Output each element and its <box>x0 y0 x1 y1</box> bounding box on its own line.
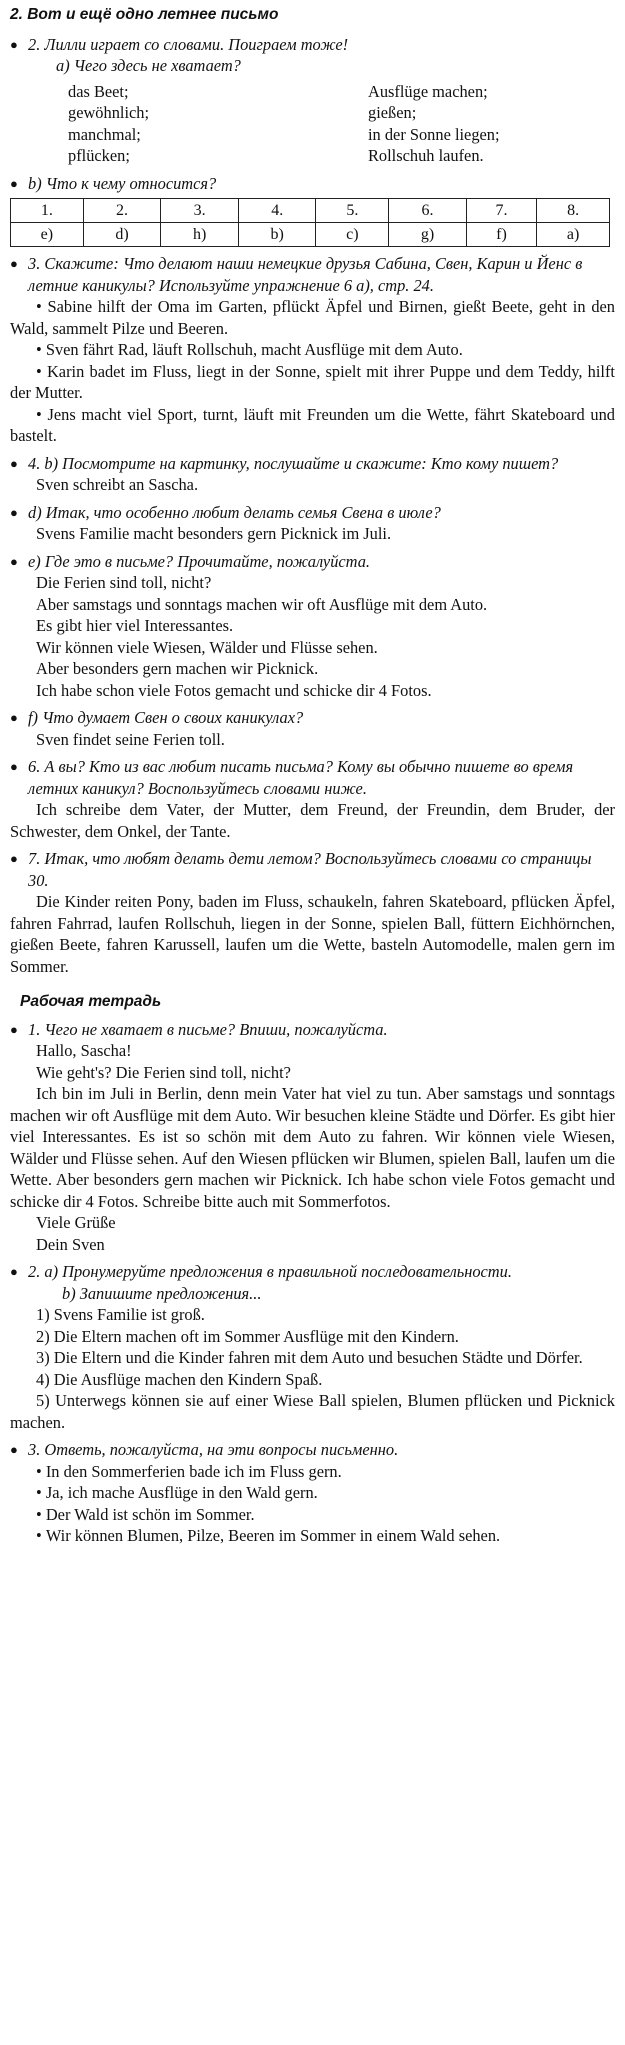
section-title: 2. Вот и ещё одно летнее письмо <box>10 6 279 23</box>
task-2-heading: ● 2. Лилли играет со словами. Поиграем тоже! <box>10 34 615 56</box>
list-item: • Wir können Blumen, Pilze, Beeren im Sommer in einem Wald sehen. <box>10 1525 615 1547</box>
workbook-task-1-heading: ● 1. Чего не хватает в письме? Впиши, пожалуйста. <box>10 1019 615 1041</box>
table-cell: b) <box>238 223 316 247</box>
answer-text: Die Kinder reiten Pony, baden im Fluss, schaukeln, fahren Skateboard, pflücken Äpfel, fahren Fahrrad, laufen Rollschuh, liegen in der Sonne, spielen Ball, füttern Eichhörnchen, gießen Beete, fahren Karussell, laufen um die Wette, basteln Automodelle, malen gern im Sommer. <box>10 892 615 976</box>
list-item: • Der Wald ist schön im Sommer. <box>10 1504 615 1526</box>
letter-body: Ich bin im Juli in Berlin, denn mein Vater hat viel zu tun. Aber samstags und sonntags machen wir oft Ausflüge mit dem Auto. Wir besuchen kleine Städte und Dörfer. Es gibt hier viel Interessantes. Es ist so schön mit dem Auto zu fahren. Wir können viele Wiesen, Wälder und Flüsse sehen. Auf den Wiesen pflücken wir Blumen, spielen Ball, laufen um die Wette. Aber besonders gern machen wir Picknick. Ich habe schon viele Fotos gemacht und schicke dir 4 Fotos. Schreibe bitte auch mit Sommerfotos. <box>10 1084 615 1211</box>
ordered-list <box>10 1304 615 1433</box>
word-left: gewöhnlich; <box>68 103 150 122</box>
table-cell: a) <box>537 223 610 247</box>
task-2a-heading: а) Чего здесь не хватает? <box>56 56 241 75</box>
task-4e-heading: ● e) Где это в письме? Прочитайте, пожалуйста. <box>10 551 615 573</box>
table-cell: 6. <box>389 199 467 223</box>
workbook-task-3-heading: ● 3. Ответь, пожалуйста, на эти вопросы письменно. <box>10 1439 615 1461</box>
table-cell: c) <box>316 223 389 247</box>
table-cell: g) <box>389 223 467 247</box>
task-2b-heading: ● b) Что к чему относится? <box>10 173 615 195</box>
word-right: in der Sonne liegen; <box>368 124 500 144</box>
word-left: das Beet; <box>68 81 129 101</box>
table-cell: 7. <box>466 199 536 223</box>
matching-table <box>10 198 610 247</box>
word-right: gießen; <box>368 103 417 122</box>
answer-text: Sven schreibt an Sascha. <box>36 475 199 494</box>
list-item: 2) Die Eltern machen oft im Sommer Ausflüge mit den Kindern. <box>36 1326 459 1346</box>
table-cell: 8. <box>537 199 610 223</box>
workbook-task-2b-heading: b) Запишите предложения... <box>62 1283 262 1303</box>
table-cell: 4. <box>238 199 316 223</box>
answer-text: Svens Familie macht besonders gern Picknick im Juli. <box>36 524 392 543</box>
answer-line: Es gibt hier viel Interessantes. <box>36 616 234 635</box>
list-item: 5) Unterwegs können sie auf einer Wiese Ball spielen, Blumen pflücken und Picknick machen. <box>10 1391 615 1432</box>
answer-line: Aber samstags und sonntags machen wir oft Ausflüge mit dem Auto. <box>36 594 488 614</box>
letter-closing: Viele Grüße <box>36 1213 116 1232</box>
list-item: 4) Die Ausflüge machen den Kindern Spaß. <box>36 1369 323 1389</box>
task-4f-heading: ● f) Что думает Свен о своих каникулах? <box>10 707 615 729</box>
word-left: manchmal; <box>68 124 141 144</box>
table-cell: 1. <box>11 199 84 223</box>
letter-line: Wie geht's? Die Ferien sind toll, nicht? <box>36 1062 291 1082</box>
table-cell: h) <box>161 223 239 247</box>
letter <box>10 1040 615 1255</box>
list-item: • Sven fährt Rad, läuft Rollschuh, macht Ausflüge mit dem Auto. <box>10 339 615 361</box>
answer-line: Aber besonders gern machen wir Picknick. <box>36 659 319 678</box>
task-3-heading: ● 3. Скажите: Что делают наши немецкие друзья Сабина, Свен, Карин и Йенс в летние каникулы? Используйте упражнение 6 а), стр. 24. <box>10 253 615 296</box>
list-item: 3) Die Eltern und die Kinder fahren mit dem Auto und besuchen Städte und Dörfer. <box>36 1348 583 1367</box>
list-item: • In den Sommerferien bade ich im Fluss gern. <box>10 1461 615 1483</box>
table-row-numbers <box>11 199 610 223</box>
word-right: Rollschuh laufen. <box>368 146 484 165</box>
table-cell: 2. <box>83 199 161 223</box>
list-item: • Jens macht viel Sport, turnt, läuft mit Freunden um die Wette, fährt Skateboard und bastelt. <box>10 404 615 447</box>
task-4b-heading: ● 4. b) Посмотрите на картинку, послушайте и скажите: Кто кому пишет? <box>10 453 615 475</box>
table-cell: e) <box>11 223 84 247</box>
letter-signature: Dein Sven <box>36 1234 105 1254</box>
table-cell: d) <box>83 223 161 247</box>
answer-text: Ich schreibe dem Vater, der Mutter, dem Freund, der Freundin, dem Bruder, der Schwester, dem Onkel, der Tante. <box>10 800 615 841</box>
letter-greeting: Hallo, Sascha! <box>36 1041 132 1060</box>
workbook-title: Рабочая тетрадь <box>20 993 162 1010</box>
answer-line: Die Ferien sind toll, nicht? <box>36 573 212 592</box>
list-item: • Sabine hilft der Oma im Garten, pflückt Äpfel und Birnen, gießt Beete, geht in den Wald, sammelt Pilze und Beeren. <box>10 296 615 339</box>
task-7-heading: ● 7. Итак, что любят делать дети летом? Воспользуйтесь словами со страницы 30. <box>10 848 615 891</box>
answer-line: Wir können viele Wiesen, Wälder und Flüsse sehen. <box>36 637 378 657</box>
workbook-task-2a-heading: ● 2. а) Пронумеруйте предложения в правильной последовательности. <box>10 1261 615 1283</box>
task-4d-heading: ● d) Итак, что особенно любит делать семья Свена в июле? <box>10 502 615 524</box>
table-cell: 3. <box>161 199 239 223</box>
list-item: 1) Svens Familie ist groß. <box>36 1305 205 1324</box>
list-item: • Ja, ich mache Ausflüge in den Wald gern. <box>10 1482 615 1504</box>
list-item: • Karin badet im Fluss, liegt in der Sonne, spielt mit ihrer Puppe und dem Teddy, hilft der Mutter. <box>10 361 615 404</box>
word-right: Ausflüge machen; <box>368 81 488 101</box>
word-left: pflücken; <box>68 146 130 165</box>
answer-line: Ich habe schon viele Fotos gemacht und schicke dir 4 Fotos. <box>36 680 432 700</box>
table-cell: f) <box>466 223 536 247</box>
table-cell: 5. <box>316 199 389 223</box>
table-row-letters <box>11 223 610 247</box>
task-6-heading: ● 6. А вы? Кто из вас любит писать письма? Кому вы обычно пишете во время летних каникул? Воспользуйтесь словами ниже. <box>10 756 615 799</box>
word-list <box>10 81 615 167</box>
answer-text: Sven findet seine Ferien toll. <box>36 729 225 749</box>
